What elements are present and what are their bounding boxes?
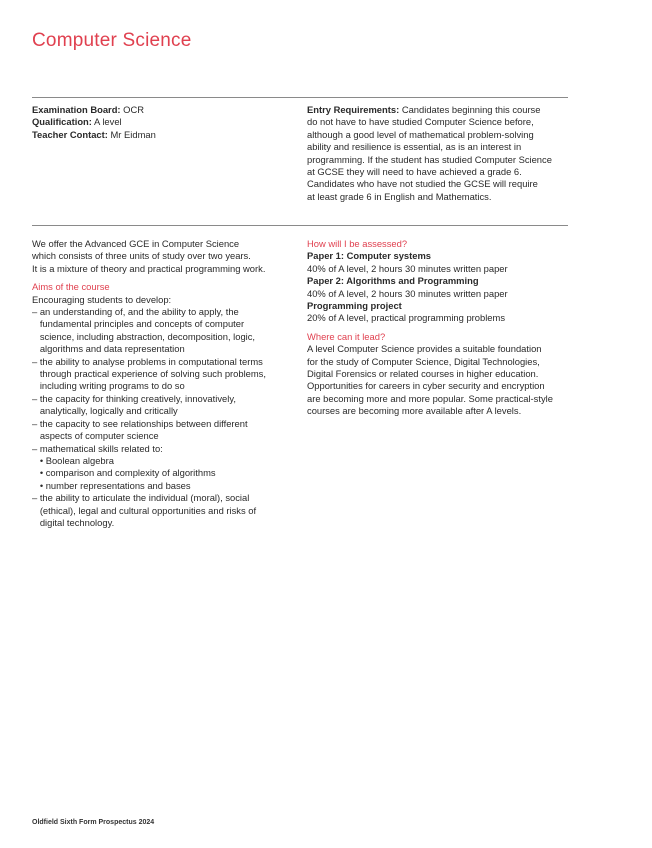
aims-line: • number representations and bases — [32, 479, 191, 491]
aims-line: digital technology. — [32, 516, 115, 528]
lead-line: courses are becoming more available after A levels. — [307, 405, 522, 417]
qualification-line — [32, 116, 282, 128]
entry-line: at least grade 6 in English and Mathematics. — [307, 190, 492, 202]
aims-line: – the ability to articulate the individual (moral), social — [32, 492, 250, 504]
entry-label: Entry Requirements: — [307, 104, 400, 115]
lead-line: for the study of Computer Science, Digital Technologies, — [307, 355, 540, 367]
intro-line: We offer the Advanced GCE in Computer Science — [32, 238, 240, 249]
teacher-contact-label: Teacher Contact: — [32, 128, 108, 140]
left-column — [32, 238, 294, 529]
page-footer: Oldfield Sixth Form Prospectus 2024 — [32, 819, 155, 826]
qualification-value: A level — [94, 116, 122, 128]
lead-line: A level Computer Science provides a suitable foundation — [307, 343, 542, 355]
project-desc: 20% of A level, practical programming problems — [307, 312, 506, 324]
course-info — [32, 104, 282, 141]
aims-line: through practical experience of solving such problems, — [32, 368, 266, 380]
entry-line: Candidates who have not studied the GCSE will require — [307, 178, 538, 190]
aims-line: fundamental principles and concepts of computer — [32, 318, 245, 330]
paper2-title: Paper 2: Algorithms and Programming — [307, 275, 479, 287]
entry-requirements — [307, 104, 569, 203]
aims-line: science, including abstraction, decomposition, logic, — [32, 330, 256, 342]
aims-line: • comparison and complexity of algorithms — [32, 467, 216, 479]
entry-first-line — [307, 104, 569, 116]
teacher-contact-value: Mr Eidman — [110, 128, 156, 140]
page-title: Computer Science — [32, 30, 192, 51]
intro-line: which consists of three units of study over two years. — [32, 250, 251, 262]
assessment-heading: How will I be assessed? — [307, 238, 408, 249]
aims-line: analytically, logically and critically — [32, 405, 178, 417]
aims-line: aspects of computer science — [32, 430, 159, 442]
aims-heading: Aims of the course — [32, 281, 110, 293]
paper1-title: Paper 1: Computer systems — [307, 250, 432, 262]
lead-line: Digital Forensics or related courses in higher education. — [307, 368, 539, 380]
exam-board-value: OCR — [123, 104, 145, 115]
intro-line: It is a mixture of theory and practical programming work. — [32, 262, 266, 274]
right-column — [307, 238, 569, 418]
aims-line: – the capacity to see relationships between different — [32, 417, 248, 429]
aims-line: (ethical), legal and cultural opportunities and risks of — [32, 504, 257, 516]
aims-line: including writing programs to do so — [32, 380, 185, 392]
paper2-desc: 40% of A level, 2 hours 30 minutes written paper — [307, 287, 508, 299]
aims-line: • Boolean algebra — [32, 454, 114, 466]
aims-line: Encouraging students to develop: — [32, 293, 172, 305]
lead-line: are becoming more and more popular. Some practical-style — [307, 392, 553, 404]
entry-line: at GCSE they will need to have achieved a grade 6. — [307, 166, 522, 178]
exam-board-label: Examination Board: — [32, 104, 121, 115]
aims-line: – the capacity for thinking creatively, innovatively, — [32, 392, 236, 404]
aims-line: – the ability to analyse problems in computational terms — [32, 355, 263, 367]
entry-line: although a good level of mathematical problem-solving — [307, 128, 534, 140]
entry-line: ability and resilience is essential, as is an interest in — [307, 141, 522, 153]
project-title: Programming project — [307, 300, 402, 312]
top-divider — [32, 97, 568, 98]
paper1-desc: 40% of A level, 2 hours 30 minutes written paper — [307, 262, 508, 274]
middle-divider — [32, 225, 568, 226]
aims-line: algorithms and data representation — [32, 343, 185, 355]
aims-line: – an understanding of, and the ability to apply, the — [32, 306, 239, 318]
lead-heading: Where can it lead? — [307, 330, 386, 342]
entry-line: do not have to have studied Computer Science before, — [307, 116, 534, 128]
qualification-label: Qualification: — [32, 116, 92, 128]
aims-line: – mathematical skills related to: — [32, 442, 163, 454]
lead-line: Opportunities for careers in cyber security and encryption — [307, 380, 545, 392]
entry-first-text: Candidates beginning this course — [401, 104, 541, 115]
entry-line: programming. If the student has studied Computer Science — [307, 153, 552, 165]
teacher-contact-line — [32, 129, 282, 141]
exam-board-line — [32, 104, 282, 116]
